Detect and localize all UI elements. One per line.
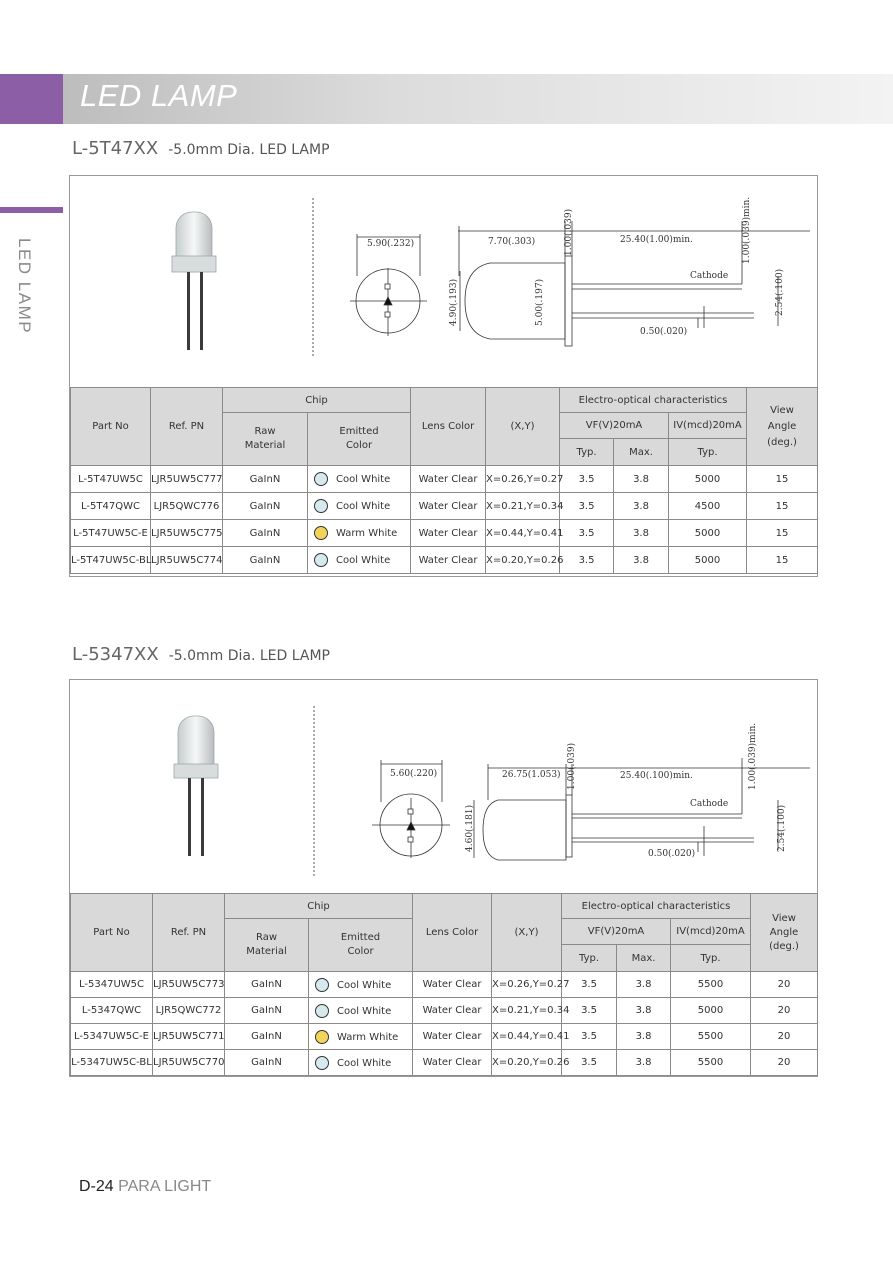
cell-view-angle: 15: [747, 520, 818, 547]
cell-part-no: L-5347QWC: [71, 998, 153, 1024]
dim-pitch: 2.54(.100): [777, 804, 787, 852]
cell-ref-pn: LJR5QWC776: [151, 493, 223, 520]
hdr-view-angle: View Angle (deg.): [747, 388, 818, 466]
cell-raw-material: GaInN: [223, 547, 308, 574]
cell-xy: X=0.21,Y=0.34: [486, 493, 560, 520]
cell-ref-pn: LJR5UW5C774: [151, 547, 223, 574]
cell-lens-color: Water Clear: [413, 972, 492, 998]
cell-raw-material: GaInN: [225, 972, 309, 998]
cell-xy: X=0.21,Y=0.34: [492, 998, 562, 1024]
emitted-color-label: Cool White: [336, 555, 391, 566]
cell-vf-max: 3.8: [617, 1024, 671, 1050]
side-label: LED LAMP: [15, 238, 34, 335]
dim-pitch: 2.54(.100): [775, 268, 785, 316]
cell-xy: X=0.26,Y=0.27: [486, 466, 560, 493]
cell-lens-color: Water Clear: [413, 998, 492, 1024]
cell-vf-max: 3.8: [614, 547, 669, 574]
dim-width: 5.90(.232): [367, 239, 415, 249]
dim-flange: 1.00(.039): [567, 742, 577, 790]
cell-iv-typ: 5500: [671, 972, 751, 998]
product-panel-2: [69, 679, 818, 1077]
led-photo: [172, 212, 216, 350]
cell-part-no: L-5T47UW5C: [71, 466, 151, 493]
mechanical-drawing-1: [70, 176, 817, 388]
cell-vf-max: 3.8: [614, 466, 669, 493]
cell-vf-max: 3.8: [617, 1050, 671, 1076]
mechanical-drawing-2: [70, 680, 817, 894]
cell-part-no: L-5T47UW5C-BL: [71, 547, 151, 574]
color-swatch-icon: [315, 1056, 329, 1070]
cell-lens-color: Water Clear: [413, 1050, 492, 1076]
spec-table-2: [70, 893, 818, 1076]
dim-length: 7.70(.303): [488, 237, 536, 247]
cell-part-no: L-5347UW5C: [71, 972, 153, 998]
cell-xy: X=0.26,Y=0.27: [492, 972, 562, 998]
hdr-part-no: Part No: [71, 894, 153, 972]
color-swatch-icon: [314, 499, 328, 513]
cell-emitted-color: [309, 1050, 413, 1076]
hdr-raw-material: Raw Material: [223, 413, 308, 466]
hdr-vf: VF(V)20mA: [562, 919, 671, 945]
emitted-color-label: Warm White: [337, 1031, 399, 1043]
cell-emitted-color: [309, 972, 413, 998]
cell-emitted-color: [308, 520, 411, 547]
color-swatch-icon: [315, 1030, 329, 1044]
table-row: [71, 1024, 818, 1050]
cell-view-angle: 20: [751, 972, 818, 998]
hdr-lens-color: Lens Color: [411, 388, 486, 466]
table-row: [71, 972, 818, 998]
cell-raw-material: GaInN: [225, 998, 309, 1024]
model-name: L-5347XX: [72, 644, 159, 665]
cell-ref-pn: LJR5UW5C777: [151, 466, 223, 493]
dim-length: 26.75(1.053): [502, 770, 561, 780]
cell-vf-max: 3.8: [617, 998, 671, 1024]
cell-vf-typ: 3.5: [560, 547, 614, 574]
cell-ref-pn: LJR5UW5C771: [153, 1024, 225, 1050]
cell-lens-color: Water Clear: [411, 520, 486, 547]
cell-vf-typ: 3.5: [560, 520, 614, 547]
dim-diameter: 5.00(.197): [535, 278, 545, 326]
emitted-color-label: Warm White: [336, 528, 398, 539]
cell-ref-pn: LJR5UW5C775: [151, 520, 223, 547]
cell-lens-color: Water Clear: [411, 547, 486, 574]
dim-flange: 1.00(.039): [564, 208, 574, 256]
cell-raw-material: GaInN: [223, 520, 308, 547]
side-accent-bar: [0, 207, 63, 213]
cell-part-no: L-5T47UW5C-E: [71, 520, 151, 547]
page-footer: [79, 1178, 211, 1196]
cell-vf-max: 3.8: [617, 972, 671, 998]
table-row: [71, 466, 818, 493]
cell-ref-pn: LJR5QWC772: [153, 998, 225, 1024]
cell-raw-material: GaInN: [223, 493, 308, 520]
emitted-color-label: Cool White: [336, 501, 391, 512]
cell-vf-typ: 3.5: [562, 998, 617, 1024]
cell-vf-typ: 3.5: [562, 972, 617, 998]
cell-emitted-color: [308, 547, 411, 574]
dim-height: 4.60(.181): [465, 804, 475, 852]
table-row: [71, 998, 818, 1024]
dim-height: 4.90(.193): [449, 278, 459, 326]
hdr-chip: Chip: [223, 388, 411, 413]
cell-iv-typ: 5000: [669, 466, 747, 493]
table-row: [71, 493, 818, 520]
cell-raw-material: GaInN: [223, 466, 308, 493]
dim-lead: 25.40(1.00)min.: [620, 235, 693, 245]
table-row: [71, 547, 818, 574]
cell-vf-typ: 3.5: [562, 1024, 617, 1050]
cell-emitted-color: [309, 1024, 413, 1050]
cell-emitted-color: [309, 998, 413, 1024]
cell-iv-typ: 5000: [671, 998, 751, 1024]
cell-iv-typ: 5000: [669, 520, 747, 547]
cell-raw-material: GaInN: [225, 1024, 309, 1050]
cell-xy: X=0.20,Y=0.26: [486, 547, 560, 574]
cell-iv-typ: 5000: [669, 547, 747, 574]
cell-xy: X=0.44,Y=0.41: [486, 520, 560, 547]
page-number: D-24: [79, 1178, 114, 1195]
color-swatch-icon: [315, 978, 329, 992]
hdr-vf-max: Max.: [617, 945, 671, 972]
cell-raw-material: GaInN: [225, 1050, 309, 1076]
table-row: [71, 520, 818, 547]
cell-vf-typ: 3.5: [560, 466, 614, 493]
section-title: [72, 138, 330, 159]
hdr-vf-typ: Typ.: [560, 439, 614, 466]
color-swatch-icon: [314, 526, 328, 540]
cell-ref-pn: LJR5UW5C773: [153, 972, 225, 998]
hdr-view-angle: View Angle (deg.): [751, 894, 818, 972]
color-swatch-icon: [314, 472, 328, 486]
hdr-emitted-color: Emitted Color: [308, 413, 411, 466]
hdr-iv: IV(mcd)20mA: [671, 919, 751, 945]
header-accent-block: [0, 74, 63, 124]
cell-view-angle: 15: [747, 466, 818, 493]
cell-lens-color: Water Clear: [411, 466, 486, 493]
hdr-vf-max: Max.: [614, 439, 669, 466]
cell-iv-typ: 5500: [671, 1050, 751, 1076]
cell-part-no: L-5347UW5C-BL: [71, 1050, 153, 1076]
cell-xy: X=0.44,Y=0.41: [492, 1024, 562, 1050]
cell-view-angle: 20: [751, 1024, 818, 1050]
table-row: [71, 1050, 818, 1076]
hdr-ref-pn: Ref. PN: [153, 894, 225, 972]
hdr-vf-typ: Typ.: [562, 945, 617, 972]
emitted-color-label: Cool White: [336, 474, 391, 485]
hdr-eo: Electro-optical characteristics: [562, 894, 751, 919]
cell-part-no: L-5T47QWC: [71, 493, 151, 520]
hdr-chip: Chip: [225, 894, 413, 919]
model-subtitle: -5.0mm Dia. LED LAMP: [168, 648, 330, 664]
cell-vf-max: 3.8: [614, 493, 669, 520]
cell-vf-typ: 3.5: [562, 1050, 617, 1076]
cell-view-angle: 20: [751, 1050, 818, 1076]
cell-view-angle: 20: [751, 998, 818, 1024]
product-panel-1: [69, 175, 818, 577]
cell-ref-pn: LJR5UW5C770: [153, 1050, 225, 1076]
hdr-vf: VF(V)20mA: [560, 413, 669, 439]
emitted-color-label: Cool White: [337, 1005, 392, 1017]
cathode-label: Cathode: [690, 799, 729, 809]
hdr-xy: (X,Y): [486, 388, 560, 466]
cell-lens-color: Water Clear: [411, 493, 486, 520]
hdr-xy: (X,Y): [492, 894, 562, 972]
dim-lead-width: 0.50(.020): [640, 327, 688, 337]
dim-flange-min: 1.00(.039)min.: [748, 722, 758, 790]
hdr-iv: IV(mcd)20mA: [669, 413, 747, 439]
cell-xy: X=0.20,Y=0.26: [492, 1050, 562, 1076]
cell-view-angle: 15: [747, 493, 818, 520]
cell-view-angle: 15: [747, 547, 818, 574]
cell-part-no: L-5347UW5C-E: [71, 1024, 153, 1050]
emitted-color-label: Cool White: [337, 1057, 392, 1069]
emitted-color-label: Cool White: [337, 979, 392, 991]
hdr-lens-color: Lens Color: [413, 894, 492, 972]
model-name: L-5T47XX: [72, 138, 159, 159]
hdr-emitted-color: Emitted Color: [309, 919, 413, 972]
cell-iv-typ: 5500: [671, 1024, 751, 1050]
hdr-eo: Electro-optical characteristics: [560, 388, 747, 413]
hdr-raw-material: Raw Material: [225, 919, 309, 972]
company-name: PARA LIGHT: [118, 1178, 212, 1195]
front-view: [350, 234, 427, 336]
model-subtitle: -5.0mm Dia. LED LAMP: [168, 142, 330, 158]
dim-lead: 25.40(.100)min.: [620, 771, 693, 781]
hdr-ref-pn: Ref. PN: [151, 388, 223, 466]
cell-vf-max: 3.8: [614, 520, 669, 547]
cell-emitted-color: [308, 466, 411, 493]
led-photo: [174, 716, 218, 856]
color-swatch-icon: [315, 1004, 329, 1018]
dim-width: 5.60(.220): [390, 769, 438, 779]
cell-iv-typ: 4500: [669, 493, 747, 520]
dim-lead-width: 0.50(.020): [648, 849, 696, 859]
dim-flange-min: 1.00(.039)min.: [742, 196, 752, 264]
cell-emitted-color: [308, 493, 411, 520]
hdr-iv-typ: Typ.: [671, 945, 751, 972]
cell-vf-typ: 3.5: [560, 493, 614, 520]
cathode-label: Cathode: [690, 271, 729, 281]
color-swatch-icon: [314, 553, 328, 567]
spec-table-1: [70, 387, 818, 574]
section-title: [72, 644, 330, 665]
cell-lens-color: Water Clear: [413, 1024, 492, 1050]
hdr-part-no: Part No: [71, 388, 151, 466]
hdr-iv-typ: Typ.: [669, 439, 747, 466]
page-title: LED LAMP: [80, 78, 238, 113]
